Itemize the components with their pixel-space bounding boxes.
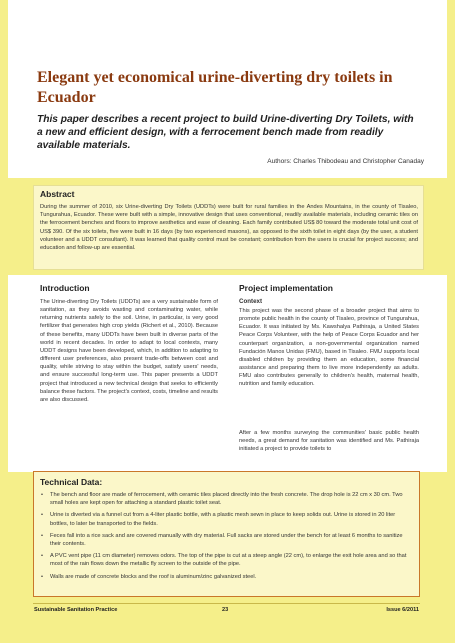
article-title: Elegant yet economical urine-diverting dry toilets in Ecuador [37,69,393,106]
list-item: • Urine is diverted via a funnel cut from a 4-liter plastic bottle, with a plastic mesh sewn in place to keep solids out. Urine is stored in 20 liter bottles, to later be transported to the fields. [50,511,408,527]
footer-divider [33,603,420,604]
technical-data-list [50,491,408,585]
context-heading: Context [239,298,263,305]
introduction-text: The Urine-diverting Dry Toilets (UDDTs) are a very sustainable form of sanitation, as they avoids wasting and contaminating water, while returning nutrients safely to the soil. Urine, in particular, is very good fertilizer that generates high crop yields (Richert et al., 2010). Because of these benefits, many UDDTs have been built in diverse parts of the world in recent decades. In order to adapt to local contexts, many UDDT designs have been developed, which, in addition to adapting to different user preferences, also present trade-offs between cost and quality, while striving to stay within the budget, satisfy users' needs, and ensure successful long-term use. This paper presents a UDDT project that introduced a new technical design that seeks to efficiently balance these factors. The project's context, costs, timeline and results are also discussed. [40,299,219,403]
abstract-text: During the summer of 2010, six Urine-diverting Dry Toilets (UDDTs) were built for rural families in the Andes Mountains, in the county of Tisaleo, Tungurahua, Ecuador. These were built with a simple, innovative design that uses conventional, readily available materials, including ceramic tiles on the ferrocement benches and floors to improve aesthetics and ease of cleaning. Each family contributed US$ 80 toward the moderate total unit cost of US$ 390. Of the six toilets, five were built in 16 days (by two experienced masons), as opposed to the sixth toilet in eight days (by the user, a student volunteer and a UDDT consultant). It was learned that quality control must be constant; contribution from the users is crucial for project success; and education and follow-up are essential. [40,204,418,252]
footer-issue: Issue 6/2011 [386,607,419,613]
footer-journal: Sustainable Sanitation Practice [34,607,118,613]
implementation-heading: Project implementation [239,283,333,293]
article-authors: Authors: Charles Thibodeau and Christopher Canaday [267,158,424,165]
list-item: • Feces fall into a rice sack and are covered manually with dry material. Full sacks are stored under the bench for at least 6 months to sanitize their contents. [50,532,408,548]
footer-page-number: 23 [222,607,229,613]
list-item: • A PVC vent pipe (11 cm diameter) removes odors. The top of the pipe is cut at a steep angle (22 cm), to enlarge the exit hole area and so that most of the rain flows down the metallic fly screen to the outside of the pipe. [50,552,408,568]
implementation-text-2: After a few months surveying the communities' basic public health needs, a great demand for sanitation was identified and Ms. Pathiraja initiated a project to provide toilets to [239,430,419,453]
technical-data-heading: Technical Data: [40,477,103,487]
introduction-heading: Introduction [40,283,90,293]
list-item: • The bench and floor are made of ferrocement, with ceramic tiles placed directly into the fresh concrete. The drop hole is 22 cm x 30 cm. Two small holes are kept open for attaching a standard plastic toilet seat. [50,491,408,507]
implementation-text-1: This project was the second phase of a broader project that aims to promote public health in the county of Tisaleo, province of Tungurahua, Ecuador. It was initiated by Ms. Kawshalya Pathiraja, a United States Peace Corps Volunteer, with the help of Peace Corps Ecuador and her counterpart organization, a non-governmental organization named Fundación Manos Unidas (FMU), based in Tisaleo. FMU supports local disabled children by providing them an education, some financial assistance and preparing them to live more independently as adults. FMU also contributes generally to children's health, maternal health, nutrition and family education. [239,308,419,388]
abstract-heading: Abstract [40,189,75,199]
list-item: • Walls are made of concrete blocks and the roof is aluminum/zinc galvanized steel. [50,573,408,581]
article-subtitle: This paper describes a recent project to build Urine-diverting Dry Toilets, with a new and efficient design, with a ferrocement bench made from readily available materials. [37,114,414,151]
